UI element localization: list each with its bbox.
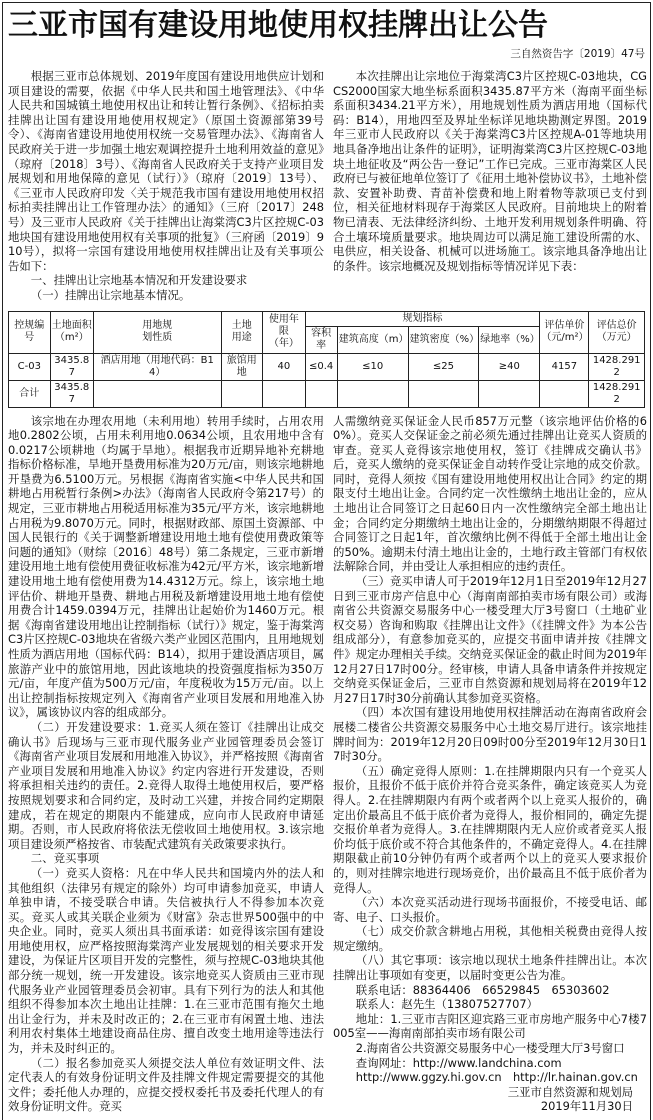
th-area: [50, 311, 93, 353]
th-code: 控规编号: [9, 311, 51, 353]
issuer: 三亚市自然资源和规划局: [507, 1084, 633, 1099]
empty-cell: [540, 380, 589, 407]
address-1: 地址：1.三亚市吉阳区迎宾路三亚市房地产服务中心7楼7005室——海南南部拍卖市场有限公司: [333, 1011, 647, 1041]
cell-nature: 酒店用地（用地代码：B14）: [93, 353, 221, 380]
other-matters: （八）其它事项：该宗地以现状土地条件挂牌出让。本次挂牌出让事项如有变更，以届时变更公告为准。: [333, 953, 647, 983]
th-nature: [93, 311, 221, 353]
th-use: [221, 311, 263, 353]
th-total-price-2: （万元）: [596, 332, 637, 343]
cell-total-area: 3435.87: [50, 380, 93, 407]
query-url-2[interactable]: http://www.ggzy.hi.gov.cn http://lr.hainan.gov.cn: [355, 1070, 638, 1085]
intro-paragraph: 根据三亚市总体规划、2019年度国有建设用地供应计划和项目建设的需要，依据《中华人民共和国土地管理法》、《中华人民共和国城镇土地使用权出让和转让暂行条例》、《招标拍卖挂牌出让国有建设用地使用权规定》（原国土资源部第39号令）、《海南省建设用地使用权统一交易管理办法》、《海南省人民政府关于进一步加强土地宏观调控提升土地利用效益的意见》（琼府〔2018〕3号）、《海南省人民政府关于支持产业项目发展规划和用地保障的意见（试行）》（琼府〔2019〕13号）、《三亚市人民政府印发〈关于规范我市国有建设用地使用权招标拍卖挂牌出让工作管理办法〉的通知》（三府〔2017〕248号）及三亚市人民政府《关于挂牌出让海棠湾C3片区控规C-03地块国有建设用地使用权有关事项的批复》（三府函〔2019〕910号），拟将一宗国有建设用地使用权挂牌出让及有关事项公告如下：: [8, 69, 324, 273]
empty-cell: [337, 380, 408, 407]
left-column-top: [8, 69, 324, 303]
right-column-top: [333, 69, 647, 273]
th-unit-price-1: 评估单价: [544, 320, 585, 331]
empty-cell: [479, 380, 540, 407]
th-far: 容积率: [305, 326, 337, 353]
cell-total-price-sum: 1428.2912: [589, 380, 645, 407]
left-column-bottom: [8, 414, 324, 1115]
bidder-qualification: （一）竞买人资格：凡在中华人民共和国境内外的法人和其他组织（法律另有规定的除外）均可申请参加竞买，申请人单独申请，不接受联合申请。失信被执行人不得参加本次竞买。竞买人或其关联企业须为《财富》杂志世界500强中的中央企业。同时，竞买人须出具书面承诺：如竞得该宗国有建设用地使用权，应严格按照海棠湾产业发展规划的相关要求开发建设，为保证片区项目开发的完整性，须与控规C-03地块其他部分统一规划，统一开发建设。该宗地竞买人资质由三亚市现代服务业产业园管理委员会初审。具有下列行为的法人和其他组织不得参加本次土地出让挂牌：1.在三亚市范围有拖欠土地出让金行为，并未及时改正的；2.在三亚市有闲置土地、违法利用农村集体土地建设商品住房、擅自改变土地用途等违法行为，并未及时纠正的。: [8, 865, 324, 1056]
deposit-paragraph: 人需缴纳竞买保证金人民币857万元整（该宗地评估价格的60%）。竞买人交保证金之前必须先通过挂牌出让竞买人资质的审查。竞买人竞得该宗地使用权，签订《挂牌成交确认书》后，竞买人缴纳的竞买保证金自动转作受让宗地的成交价款。同时，竞得人须按《国有建设用地使用权出让合同》约定的期限支付土地出让金。合同约定一次性缴纳土地出让金的，应从土地出让合同签订之日起60日内一次性缴纳完全部土地出让金；合同约定分期缴纳土地出让金的，分期缴纳期限不得超过合同签订之日起1年，首次缴纳比例不得低于全部土地出让金的50%。逾期未付清土地出让金的，土地行政主管部门有权依法解除合同，并由受让人承担相应的违约责任。: [333, 413, 647, 574]
th-use-2: 用途: [231, 332, 252, 343]
section-heading-2: 二、竞买事项: [30, 851, 100, 866]
th-planning: 规划指标: [305, 311, 540, 326]
th-total-price-1: 评估总价: [596, 320, 637, 331]
empty-cell: [93, 380, 221, 407]
registration-documents: （二）报名参加竞买人须提交法人单位有效证明文件、法定代表人的有效身份证明文件及挂牌文件规定需要提交的其他文件；委托他人办理的，应提交授权委托书及委托代理人的有效身份证明文件。竞买: [8, 1055, 324, 1114]
parcel-description: 本次挂牌出让宗地位于海棠湾C3片区控规C-03地块，CGCS2000国家大地坐标系面积3435.87平方米（海南平面坐标系面积3434.21平方米），用地规划性质为酒店用地（国标代码：B14），用地四至及界址坐标详见地块勘测定界图。2019年三亚市人民政府以《关于海棠湾C3片区控规A-01等地块用地具备净地出让条件的证明》，证明海棠湾C3片区控规C-03地块土地征收及“两公告一登记”工作已完成。三亚市海棠区人民政府已与被征地单位签订了《征用土地补偿协议书》，土地补偿款、安置补助费、青苗补偿费和地上附着物等款项已支付到位，相关征地材料现存于海棠区人民政府。目前地块上的附着物已清表、无法律经济纠纷、土地开发利用规划条件明确、符合土壤环境质量要求。地块周边可以满足施工建设所需的水、电供应，相关设备、机械可以进场施工。该宗地具备净地出让的条件。该宗地概况及规划指标等情况详见下表：: [333, 69, 647, 273]
empty-cell: [408, 380, 479, 407]
tax-note: （七）成交价款含耕地占用税，其他相关税费由竞得人按规定缴纳。: [333, 924, 647, 953]
winner-rules: （五）确定竞得人原则：1.在挂牌期限内只有一个竞买人报价，且报价不低于底价并符合竞买条件，确定该竞买人为竞得人。2.在挂牌期限内有两个或者两个以上竞买人报价的，确定出价最高且不低于底价者为竞得人，报价相同的，确定先提交报价单者为竞得人。3.在挂牌期限内无人应价或者竞买人报价均低于底价或不符合其他条件的，不确定竞得人。4.在挂牌期限截止前10分钟仍有两个或者两个以上的竞买人要求报价的，则对挂牌宗地进行现场竞价，出价最高且不低于底价者为竞得人。: [333, 763, 647, 895]
th-total-price: [589, 311, 645, 353]
cell-code: C-03: [9, 353, 51, 380]
top-columns: [8, 69, 645, 303]
address-2: 2.海南省公共资源交易服务中心一楼受理大厅3号窗口: [355, 1041, 625, 1056]
cell-height: ≤10: [337, 353, 408, 380]
th-term-1: 使用年限: [268, 314, 299, 337]
cell-unit-price: 4157: [540, 353, 589, 380]
th-unit-price-2: （元/m²）: [541, 332, 589, 343]
parcel-table: [8, 311, 645, 408]
header: [8, 7, 645, 65]
query-url-1[interactable]: 查询网址：http://www.landchina.com: [355, 1055, 562, 1070]
bidding-method: （六）本次竞买活动进行现场书面报价，不接受电话、邮寄、电子、口头报价。: [333, 895, 647, 924]
table-total-row: [9, 380, 645, 407]
cell-use: 旅馆用地: [221, 353, 263, 380]
issue-date: 2019年11月30日: [540, 1099, 633, 1114]
contact-person: 联系人：赵先生（13807527707）: [355, 997, 539, 1012]
th-density: 建筑密度（%）: [408, 326, 479, 353]
document-number: 三自然资告字〔2019〕47号: [510, 48, 645, 60]
cell-far: ≤0.4: [305, 353, 337, 380]
th-height: 建筑高度（m）: [337, 326, 408, 353]
th-use-1: 土地: [231, 320, 252, 331]
application-period: （三）竞买申请人可于2019年12月1日至2019年12月27日到三亚市房产信息中心（海南南部拍卖市场有限公司）或海南省公共资源交易服务中心一楼受理大厅3号窗口（土地矿业权交易）咨询和购取《挂牌出让文件》（《挂牌文件》为本公告组成部分），有意参加竞买的，应提交书面申请并按《挂牌文件》规定办理相关手续。交纳竞买保证金的截止时间为2019年12月27日17时00分。经审核，申请人具备申请条件并按规定交纳竞买保证金后，三亚市自然资源和规划局将在2019年12月27日17时30分前确认其参加竞买资格。: [333, 574, 647, 705]
bottom-columns: [8, 414, 645, 1115]
th-term-2: （年）: [268, 338, 299, 349]
development-requirements: （二）开发建设要求：1.竞买人须在签订《挂牌出让成交确认书》后现场与三亚市现代服务业产业园管理委员会签订《海南省产业项目发展和用地准入协议》，并严格按照《海南省产业项目发展和用地准入协议》约定内容进行开发建设，否则将承担相关违约的责任。2.竞得人取得土地使用权后，要严格按照规划要求和合同约定，及时动工兴建，并按合同约定期限建成，若在规定的期限内不能建成，应向市人民政府申请延期。否则，市人民政府将依法无偿收回土地使用权。3.该宗地项目建设须严格按省、市装配式建筑有关政策要求执行。: [8, 719, 324, 851]
page-frame: [2, 2, 651, 1120]
th-unit-price: [540, 311, 589, 353]
fees-paragraph: 该宗地在办理农用地（未利用地）转用手续时，占用农用地0.2802公顷，占用未利用地0.0634公顷，且农用地中含有0.0217公顷耕地（均属于旱地）。根据我市近期异地补充耕地指标价格标准，旱地开垦费用标准为20万元/亩，则该宗地耕地开垦费为6.5100万元。另根据《海南省实施<中华人民共和国耕地占用税暂行条例>办法》（海南省人民政府令第217号）的规定，三亚市耕地占用税适用标准为35元/平方米，该宗地耕地占用税为9.8070万元。同时，根据财政部、原国土资源部、中国人民银行的《关于调整新增建设用地土地有偿使用费政策等问题的通知》（财综〔2016〕48号）第二条规定，三亚市新增建设用地土地有偿使用费征收标准为42元/平方米，该宗地新增建设用地土地有偿使用费为14.4312万元。综上，该宗地土地评估价、耕地开垦费、耕地占用税及新增建设用地土地有偿使用费合计1459.0394万元，挂牌出让起始价为1460万元。根据《海南省建设用地出让控制指标（试行）》规定，鉴于海棠湾C3片区控规C-03地块在省级六类产业园区范围内，且用地规划性质为酒店用地（国标代码：B14），拟用于建设酒店项目，属旅游产业中的旅馆用地，因此该地块的投资强度指标为350万元/亩，年度产值为500万元/亩，年度税收为15万元/亩。以上出让控制指标按规定列入《海南省产业项目发展和用地准入协议》，属该协议内容的组成部分。: [8, 413, 324, 720]
section-heading-1: 一、挂牌出让宗地基本情况和开发建设要求: [30, 273, 248, 288]
cell-term: 40: [263, 353, 306, 380]
th-green: 绿地率（%）: [479, 326, 540, 353]
subsection-heading: （一）挂牌出让宗地基本情况。: [30, 287, 191, 302]
cell-total-label: 合计: [9, 380, 51, 407]
th-nature-1: 用地规: [142, 320, 173, 331]
listing-venue-time: （四）本次国有建设用地使用权挂牌活动在海南省政府会展楼二楼省公共资源交易服务中心土地交易厅进行。该宗地挂牌时间为：2019年12月20日09时00分至2019年12月30日17时30分。: [333, 705, 647, 764]
cell-area: 3435.87: [50, 353, 93, 380]
th-nature-2: 划性质: [142, 332, 173, 343]
th-area-label: 土地面积: [51, 320, 92, 331]
empty-cell: [305, 380, 337, 407]
cell-total-price: 1428.2912: [589, 353, 645, 380]
th-area-unit: （m²）: [54, 332, 89, 343]
page-title: 三亚市国有建设用地使用权挂牌出让公告: [8, 8, 548, 43]
empty-cell: [221, 380, 263, 407]
right-column-bottom: [333, 414, 647, 1115]
cell-density: ≤25: [408, 353, 479, 380]
th-term: [263, 311, 306, 353]
empty-cell: [263, 380, 306, 407]
cell-green: ≥40: [479, 353, 540, 380]
contact-phone: 联系电话：88364406 66529845 65303602: [355, 982, 610, 997]
table-row: [9, 353, 645, 380]
